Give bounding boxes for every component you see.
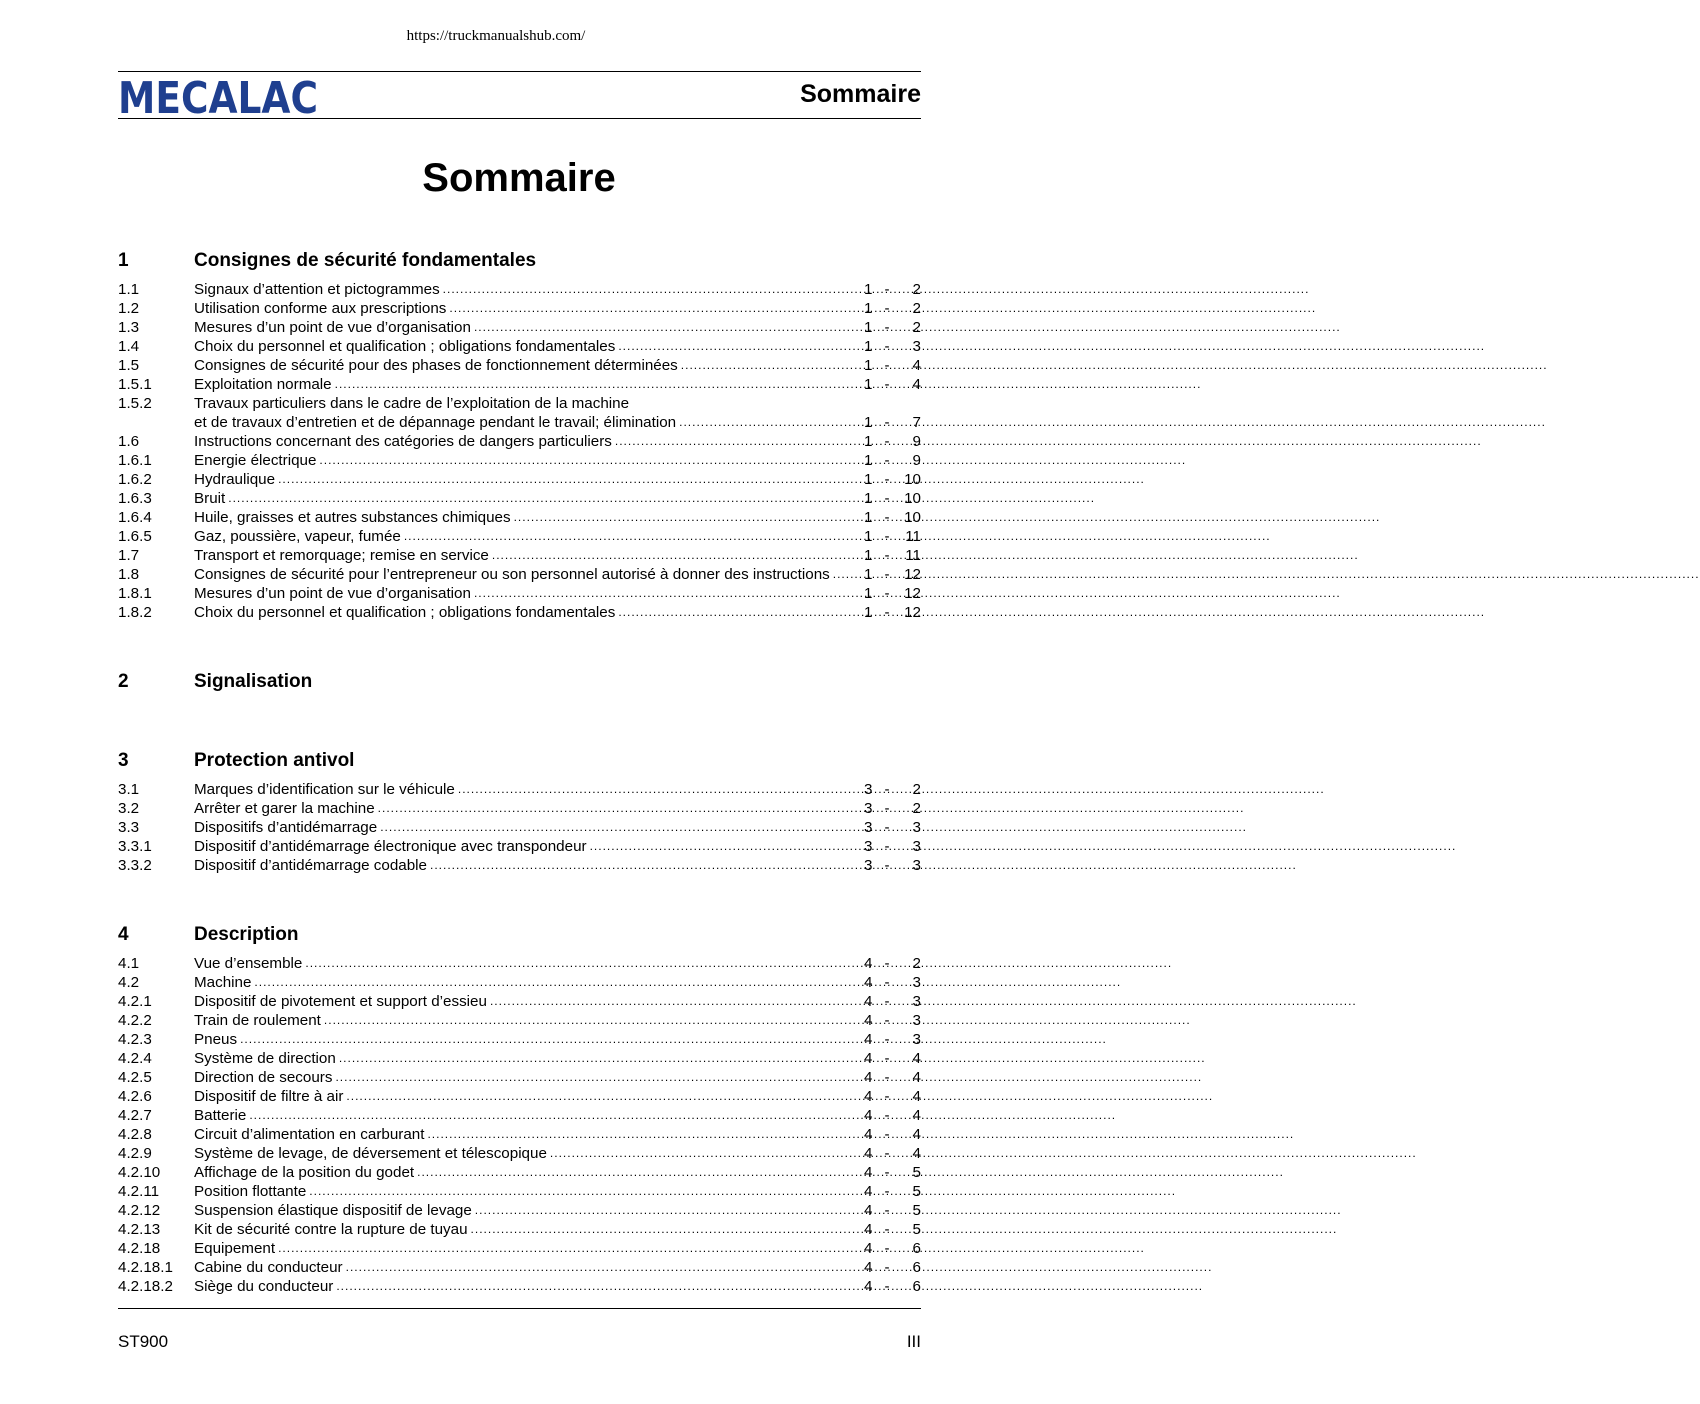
toc-entry[interactable]	[118, 1106, 921, 1125]
entry-number: 1.6	[118, 433, 140, 450]
entry-page: 1 - 9	[864, 433, 921, 450]
entry-number: 3.2	[118, 800, 140, 817]
entry-number: 1.6.4	[118, 509, 152, 526]
entry-title: Pneus	[194, 1031, 238, 1048]
leader-dots	[240, 1030, 1107, 1049]
leader-dots	[254, 973, 1121, 992]
entry-page: 1 - 10	[864, 490, 921, 507]
section-number: 3	[118, 750, 129, 771]
entry-page: 3 - 2	[864, 781, 921, 798]
leader-dots	[833, 565, 1700, 584]
entry-page: 3 - 3	[864, 857, 921, 874]
toc-entry[interactable]	[118, 451, 921, 470]
entry-title: Mesures d’un point de vue d’organisation	[194, 319, 471, 336]
entry-title: Système de direction	[194, 1050, 336, 1067]
toc-entry-continuation[interactable]	[118, 413, 921, 432]
entry-page: 4 - 3	[864, 1012, 921, 1029]
entry-title: Dispositif de pivotement et support d’essieu	[194, 993, 487, 1010]
toc-entry[interactable]	[118, 1277, 921, 1296]
entry-page: 4 - 6	[864, 1259, 921, 1276]
section-title: Signalisation	[194, 671, 313, 692]
entry-number: 4.2.11	[118, 1183, 160, 1200]
leader-dots	[335, 375, 1202, 394]
entry-number: 4.2.2	[118, 1012, 152, 1029]
entry-page: 4 - 4	[864, 1107, 921, 1124]
section-title: Description	[194, 924, 299, 945]
entry-title: Choix du personnel et qualification ; obligations fondamentales	[194, 338, 616, 355]
section-heading[interactable]	[118, 750, 921, 780]
entry-page: 4 - 4	[864, 1126, 921, 1143]
entry-number: 4.2.8	[118, 1126, 152, 1143]
entry-title: Train de roulement	[194, 1012, 321, 1029]
entry-page: 3 - 3	[864, 838, 921, 855]
toc-entry[interactable]	[118, 375, 921, 394]
entry-title: Suspension élastique dispositif de levage	[194, 1202, 472, 1219]
toc-entry[interactable]	[118, 318, 921, 337]
toc-section	[118, 924, 921, 1296]
entry-number: 1.6.5	[118, 528, 152, 545]
entry-title: Energie électrique	[194, 452, 317, 469]
entry-number: 1.8	[118, 566, 140, 583]
entry-page: 1 - 4	[864, 357, 921, 374]
entry-title: Consignes de sécurité pour des phases de fonctionnement déterminées	[194, 357, 678, 374]
entry-page: 1 - 11	[864, 528, 921, 545]
leader-dots	[309, 1182, 1176, 1201]
toc-entry[interactable]	[118, 1011, 921, 1030]
entry-page: 4 - 2	[864, 955, 921, 972]
entry-title: Position flottante	[194, 1183, 307, 1200]
toc-entry[interactable]	[118, 1163, 921, 1182]
toc-entry[interactable]	[118, 973, 921, 992]
toc-entry[interactable]	[118, 1239, 921, 1258]
entry-number: 1.1	[118, 281, 140, 298]
entry-page: 4 - 3	[864, 974, 921, 991]
entry-page: 1 - 9	[864, 452, 921, 469]
section-heading[interactable]	[118, 924, 921, 954]
entry-number: 1.6.1	[118, 452, 152, 469]
entry-number: 4.1	[118, 955, 140, 972]
leader-dots	[278, 470, 1145, 489]
toc-entry[interactable]	[118, 280, 921, 299]
toc-entry[interactable]	[118, 603, 921, 622]
leader-dots	[346, 1258, 1213, 1277]
section-title: Consignes de sécurité fondamentales	[194, 250, 537, 271]
entry-title: Signaux d’attention et pictogrammes	[194, 281, 440, 298]
section-title: Protection antivol	[194, 750, 355, 771]
toc-entry[interactable]	[118, 1068, 921, 1087]
entry-title: Choix du personnel et qualification ; obligations fondamentales	[194, 604, 616, 621]
source-url[interactable]: https://truckmanualshub.com/	[406, 28, 586, 44]
entry-title: Direction de secours	[194, 1069, 333, 1086]
entry-number: 4.2.10	[118, 1164, 161, 1181]
toc-entry[interactable]	[118, 992, 921, 1011]
entry-title: Mesures d’un point de vue d’organisation	[194, 585, 471, 602]
entry-page: 4 - 4	[864, 1145, 921, 1162]
entry-title-line2: et de travaux d’entretien et de dépannage pendant le travail; élimination	[194, 414, 677, 431]
entry-title: Instructions concernant des catégories de dangers particuliers	[194, 433, 612, 450]
leader-dots	[514, 508, 1381, 527]
entry-page: 4 - 5	[864, 1183, 921, 1200]
section-heading[interactable]	[118, 250, 921, 280]
toc-entry[interactable]	[118, 1220, 921, 1239]
entry-number: 1.4	[118, 338, 140, 355]
toc-entry[interactable]	[118, 1182, 921, 1201]
toc-section	[118, 250, 921, 622]
entry-number: 4.2.18	[118, 1240, 161, 1257]
entry-page: 1 - 12	[864, 566, 921, 583]
leader-dots	[618, 603, 1485, 622]
entry-title: Bruit	[194, 490, 226, 507]
entry-title: Système de levage, de déversement et télescopique	[194, 1145, 547, 1162]
entry-number: 1.2	[118, 300, 140, 317]
entry-page: 1 - 7	[864, 414, 921, 431]
entry-title: Huile, graisses et autres substances chimiques	[194, 509, 511, 526]
entry-number: 4.2	[118, 974, 140, 991]
section-number: 4	[118, 924, 129, 945]
entry-page: 4 - 6	[864, 1240, 921, 1257]
entry-number: 3.3.1	[118, 838, 152, 855]
entry-page: 1 - 4	[864, 376, 921, 393]
entry-number: 1.5.2	[118, 395, 152, 412]
entry-title: Travaux particuliers dans le cadre de l’exploitation de la machine	[194, 395, 630, 412]
entry-number: 1.3	[118, 319, 140, 336]
toc-entry[interactable]	[118, 780, 921, 799]
entry-number: 4.2.3	[118, 1031, 152, 1048]
entry-number: 4.2.6	[118, 1088, 152, 1105]
toc-entry[interactable]	[118, 394, 921, 413]
entry-number: 4.2.7	[118, 1107, 152, 1124]
toc-section	[118, 671, 921, 701]
entry-title: Vue d’ensemble	[194, 955, 303, 972]
entry-title: Machine	[194, 974, 252, 991]
entry-page: 1 - 11	[864, 547, 921, 564]
entry-page: 4 - 3	[864, 993, 921, 1010]
entry-title: Kit de sécurité contre la rupture de tuyau	[194, 1221, 468, 1238]
entry-title: Consignes de sécurité pour l’entrepreneur ou son personnel autorisé à donner des instructions	[194, 566, 830, 583]
leader-dots	[618, 337, 1485, 356]
entry-page: 1 - 2	[864, 300, 921, 317]
leader-dots	[404, 527, 1271, 546]
leader-dots	[319, 451, 1186, 470]
leader-dots	[417, 1163, 1284, 1182]
entry-title: Exploitation normale	[194, 376, 332, 393]
entry-title: Dispositif d’antidémarrage électronique avec transpondeur	[194, 838, 587, 855]
entry-number: 4.2.4	[118, 1050, 152, 1067]
toc-entry[interactable]	[118, 508, 921, 527]
entry-number: 4.2.18.1	[118, 1259, 173, 1276]
toc-entry[interactable]	[118, 546, 921, 565]
entry-page: 4 - 5	[864, 1221, 921, 1238]
entry-page: 4 - 5	[864, 1202, 921, 1219]
entry-page: 4 - 4	[864, 1069, 921, 1086]
entry-number: 4.2.18.2	[118, 1278, 173, 1295]
section-heading[interactable]	[118, 671, 921, 701]
leader-dots	[228, 489, 1095, 508]
toc-entry[interactable]	[118, 1258, 921, 1277]
toc-entry[interactable]	[118, 356, 921, 375]
entry-title: Dispositifs d’antidémarrage	[194, 819, 378, 836]
entry-title: Utilisation conforme aux prescriptions	[194, 300, 447, 317]
toc-entry[interactable]	[118, 527, 921, 546]
entry-title: Arrêter et garer la machine	[194, 800, 375, 817]
leader-dots	[336, 1277, 1203, 1296]
entry-title: Affichage de la position du godet	[194, 1164, 415, 1181]
toc-entry[interactable]	[118, 489, 921, 508]
entry-title: Equipement	[194, 1240, 276, 1257]
entry-number: 1.5.1	[118, 376, 152, 393]
entry-number: 3.1	[118, 781, 140, 798]
toc-entry[interactable]	[118, 856, 921, 875]
entry-title: Siège du conducteur	[194, 1278, 334, 1295]
footer-rule	[118, 1308, 921, 1309]
entry-number: 3.3.2	[118, 857, 152, 874]
entry-title: Cabine du conducteur	[194, 1259, 343, 1276]
entry-title: Hydraulique	[194, 471, 276, 488]
section-number: 1	[118, 250, 129, 271]
toc-entry[interactable]	[118, 299, 921, 318]
leader-dots	[492, 546, 1359, 565]
leader-dots	[346, 1087, 1213, 1106]
leader-dots	[278, 1239, 1145, 1258]
entry-title: Gaz, poussière, vapeur, fumée	[194, 528, 401, 545]
entry-page: 1 - 2	[864, 281, 921, 298]
toc-entry[interactable]	[118, 799, 921, 818]
mecalac-logo	[118, 73, 318, 124]
entry-page: 1 - 10	[864, 471, 921, 488]
toc-entry[interactable]	[118, 337, 921, 356]
entry-page: 1 - 10	[864, 509, 921, 526]
toc-entry[interactable]	[118, 470, 921, 489]
entry-number: 4.2.12	[118, 1202, 161, 1219]
table-of-contents	[118, 250, 921, 1345]
leader-dots	[378, 799, 1245, 818]
leader-dots	[615, 432, 1482, 451]
leader-dots	[679, 413, 1546, 432]
leader-dots	[681, 356, 1548, 375]
leader-dots	[380, 818, 1247, 837]
leader-dots	[324, 1011, 1191, 1030]
entry-title: Batterie	[194, 1107, 247, 1124]
entry-page: 1 - 12	[864, 585, 921, 602]
toc-entry[interactable]	[118, 584, 921, 603]
entry-number: 4.2.5	[118, 1069, 152, 1086]
entry-page: 4 - 6	[864, 1278, 921, 1295]
entry-number: 4.2.9	[118, 1145, 152, 1162]
toc-entry[interactable]	[118, 1125, 921, 1144]
entry-page: 3 - 3	[864, 819, 921, 836]
entry-title: Marques d’identification sur le véhicule	[194, 781, 455, 798]
entry-page: 4 - 4	[864, 1088, 921, 1105]
leader-dots	[490, 992, 1357, 1011]
entry-page: 4 - 5	[864, 1164, 921, 1181]
leader-dots	[249, 1106, 1116, 1125]
toc-entry[interactable]	[118, 1030, 921, 1049]
toc-section	[118, 750, 921, 875]
entry-number: 1.8.1	[118, 585, 152, 602]
leader-dots	[305, 954, 1172, 973]
toc-entry[interactable]	[118, 837, 921, 856]
toc-entry[interactable]	[118, 1049, 921, 1068]
entry-page: 4 - 3	[864, 1031, 921, 1048]
leader-dots	[550, 1144, 1417, 1163]
leader-dots	[339, 1049, 1206, 1068]
entry-page: 1 - 2	[864, 319, 921, 336]
header-bottom-rule	[118, 118, 921, 119]
header-title: Sommaire	[800, 80, 921, 108]
entry-number: 4.2.1	[118, 993, 152, 1010]
entry-number: 3.3	[118, 819, 140, 836]
entry-title: Transport et remorquage; remise en service	[194, 547, 489, 564]
entry-number: 4.2.13	[118, 1221, 161, 1238]
entry-page: 3 - 2	[864, 800, 921, 817]
entry-page: 1 - 12	[864, 604, 921, 621]
logo-text: MECALAC	[118, 73, 318, 124]
entry-number: 1.5	[118, 357, 140, 374]
entry-number: 1.6.2	[118, 471, 152, 488]
toc-entry[interactable]	[118, 818, 921, 837]
entry-title: Circuit d’alimentation en carburant	[194, 1126, 425, 1143]
toc-entry[interactable]	[118, 1144, 921, 1163]
page-number: III	[906, 1332, 921, 1351]
entry-page: 1 - 3	[864, 338, 921, 355]
toc-entry[interactable]	[118, 1087, 921, 1106]
entry-title: Dispositif d’antidémarrage codable	[194, 857, 428, 874]
toc-entry[interactable]	[118, 1201, 921, 1220]
toc-entry[interactable]	[118, 432, 921, 451]
document-code: ST900	[118, 1332, 169, 1351]
entry-page: 4 - 4	[864, 1050, 921, 1067]
leader-dots	[427, 1125, 1294, 1144]
leader-dots	[590, 837, 1457, 856]
entry-title: Dispositif de filtre à air	[194, 1088, 344, 1105]
page-title: Sommaire	[422, 156, 616, 200]
entry-number: 1.7	[118, 547, 140, 564]
header-top-rule	[118, 71, 921, 72]
entry-number: 1.6.3	[118, 490, 152, 507]
section-number: 2	[118, 671, 129, 692]
entry-number: 1.8.2	[118, 604, 152, 621]
toc-entry[interactable]	[118, 565, 921, 584]
leader-dots	[335, 1068, 1202, 1087]
toc-entry[interactable]	[118, 954, 921, 973]
